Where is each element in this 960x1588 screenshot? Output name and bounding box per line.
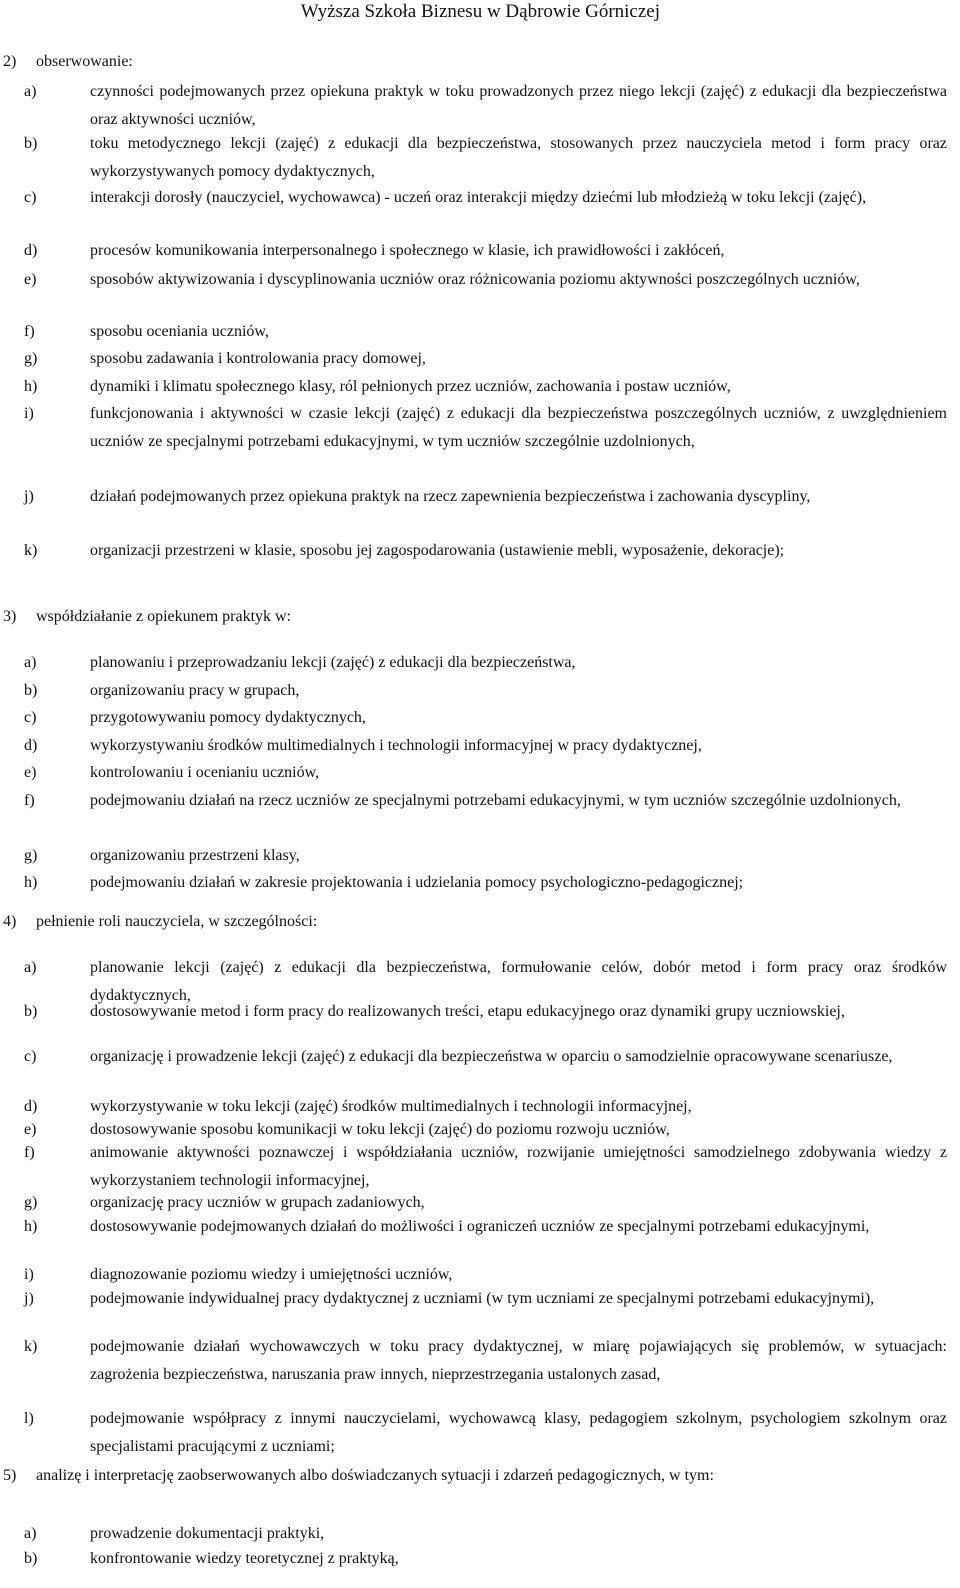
section-number: 5): [3, 1467, 17, 1484]
page-header: Wyższa Szkoła Biznesu w Dąbrowie Górniczej: [300, 1, 660, 22]
item-letter: e): [24, 1121, 37, 1138]
item-text: organizacji przestrzeni w klasie, sposobu jej zagospodarowania (ustawienie mebli, wyposażenie, dekoracje);: [90, 542, 785, 559]
item-letter: g): [24, 1194, 38, 1211]
item-text: organizację pracy uczniów w grupach zadaniowych,: [90, 1194, 425, 1211]
item-text: procesów komunikowania interpersonalnego i społecznego w klasie, ich prawidłowości i zakłóceń,: [90, 242, 725, 259]
section-title: współdziałanie z opiekunem praktyk w:: [36, 608, 292, 625]
section-title: pełnienie roli nauczyciela, w szczególności:: [36, 913, 318, 930]
item-letter: b): [24, 1003, 38, 1020]
item-text: sposobu oceniania uczniów,: [90, 323, 269, 340]
item-text: toku metodycznego lekcji (zajęć) z edukacji dla bezpieczeństwa, stosowanych przez nauczyciela metod i form pracy oraz wykorzystywanych pomocy dydaktycznych,: [90, 135, 947, 180]
item-letter: c): [24, 189, 37, 206]
item-letter: a): [24, 1525, 37, 1542]
item-text: planowaniu i przeprowadzaniu lekcji (zajęć) z edukacji dla bezpieczeństwa,: [90, 654, 576, 671]
item-letter: j): [24, 488, 34, 505]
item-text: dostosowywanie sposobu komunikacji w toku lekcji (zajęć) do poziomu rozwoju uczniów,: [90, 1121, 670, 1138]
item-text: czynności podejmowanych przez opiekuna praktyk w toku prowadzonych przez niego lekcji (zajęć) z edukacji dla bezpieczeństwa oraz aktywności uczniów,: [90, 83, 947, 128]
item-text: organizowaniu przestrzeni klasy,: [90, 847, 300, 864]
item-text: dostosowywanie metod i form pracy do realizowanych treści, etapu edukacyjnego oraz dynamiki grupy uczniowskiej,: [90, 1003, 845, 1020]
item-letter: f): [24, 323, 35, 340]
item-letter: c): [24, 1048, 37, 1065]
item-text: planowanie lekcji (zajęć) z edukacji dla bezpieczeństwa, formułowanie celów, dobór metod i form pracy oraz środków dydaktycznych,: [90, 959, 947, 1004]
item-letter: f): [24, 792, 35, 809]
item-letter: b): [24, 1550, 38, 1567]
item-text: wykorzystywanie w toku lekcji (zajęć) środków multimedialnych i technologii informacyjnej,: [90, 1098, 692, 1115]
item-letter: a): [24, 654, 37, 671]
item-letter: g): [24, 847, 38, 864]
item-letter: b): [24, 135, 38, 152]
item-letter: j): [24, 1290, 34, 1307]
item-text: kontrolowaniu i ocenianiu uczniów,: [90, 764, 320, 781]
item-text: dynamiki i klimatu społecznego klasy, ról pełnionych przez uczniów, zachowania i postaw uczniów,: [90, 378, 731, 395]
section-number: 3): [3, 608, 17, 625]
item-letter: b): [24, 682, 38, 699]
item-letter: c): [24, 709, 37, 726]
item-letter: f): [24, 1144, 35, 1161]
item-text: organizację i prowadzenie lekcji (zajęć) z edukacji dla bezpieczeństwa w oparciu o samodzielnie opracowywane scenariusze,: [90, 1048, 893, 1065]
item-letter: a): [24, 83, 37, 100]
item-text: sposobów aktywizowania i dyscyplinowania uczniów oraz różnicowania poziomu aktywności poszczególnych uczniów,: [90, 271, 860, 288]
item-text: konfrontowanie wiedzy teoretycznej z praktyką,: [90, 1550, 399, 1567]
item-text: działań podejmowanych przez opiekuna praktyk na rzecz zapewnienia bezpieczeństwa i zachowania dyscypliny,: [90, 488, 811, 505]
item-text: przygotowywaniu pomocy dydaktycznych,: [90, 709, 366, 726]
item-text: diagnozowanie poziomu wiedzy i umiejętności uczniów,: [90, 1266, 453, 1283]
item-text: sposobu zadawania i kontrolowania pracy domowej,: [90, 350, 426, 367]
item-text: podejmowanie działań wychowawczych w toku pracy dydaktycznej, w miarę pojawiających się problemów, w sytuacjach: zagrożenia bezpieczeństwa, naruszania praw innych, nieprzestrzegania ustalonych zasad,: [90, 1338, 947, 1383]
item-text: funkcjonowania i aktywności w czasie lekcji (zajęć) z edukacji dla bezpieczeństwa poszczególnych uczniów, z uwzględnieniem uczniów ze specjalnymi potrzebami edukacyjnymi, w tym uczniów szczególnie uzdolnionych,: [90, 405, 947, 450]
item-letter: d): [24, 242, 38, 259]
item-letter: k): [24, 542, 38, 559]
item-text: interakcji dorosły (nauczyciel, wychowawca) - uczeń oraz interakcji między dziećmi lub młodzieżą w toku lekcji (zajęć),: [90, 189, 867, 206]
item-text: animowanie aktywności poznawczej i współdziałania uczniów, rozwijanie umiejętności samodzielnego zdobywania wiedzy z wykorzystaniem technologii informacyjnej,: [90, 1144, 947, 1189]
item-text: podejmowanie współpracy z innymi nauczycielami, wychowawcą klasy, pedagogiem szkolnym, psychologiem szkolnym oraz specjalistami pracującymi z uczniami;: [90, 1410, 947, 1455]
item-text: podejmowaniu działań w zakresie projektowania i udzielania pomocy psychologiczno-pedagogicznej;: [90, 874, 744, 891]
item-letter: i): [24, 1266, 34, 1283]
item-letter: e): [24, 764, 37, 781]
item-text: organizowaniu pracy w grupach,: [90, 682, 300, 699]
item-text: prowadzenie dokumentacji praktyki,: [90, 1525, 325, 1542]
item-letter: k): [24, 1338, 38, 1355]
section-title: obserwowanie:: [36, 53, 133, 70]
section-title: analizę i interpretację zaobserwowanych albo doświadczanych sytuacji i zdarzeń pedagogicznych, w tym:: [36, 1467, 714, 1484]
item-letter: a): [24, 959, 37, 976]
item-letter: i): [24, 405, 34, 422]
item-letter: l): [24, 1410, 34, 1427]
section-number: 2): [3, 53, 17, 70]
item-letter: g): [24, 350, 38, 367]
item-letter: d): [24, 737, 38, 754]
item-letter: d): [24, 1098, 38, 1115]
item-letter: e): [24, 271, 37, 288]
item-letter: h): [24, 1218, 38, 1235]
item-text: podejmowaniu działań na rzecz uczniów ze specjalnymi potrzebami edukacyjnymi, w tym uczniów szczególnie uzdolnionych,: [90, 792, 901, 809]
item-letter: h): [24, 378, 38, 395]
item-text: wykorzystywaniu środków multimedialnych i technologii informacyjnej w pracy dydaktycznej,: [90, 737, 702, 754]
item-letter: h): [24, 874, 38, 891]
item-text: podejmowanie indywidualnej pracy dydaktycznej z uczniami (w tym uczniami ze specjalnymi potrzebami edukacyjnymi),: [90, 1290, 875, 1307]
section-number: 4): [3, 913, 17, 930]
item-text: dostosowywanie podejmowanych działań do możliwości i ograniczeń uczniów ze specjalnymi potrzebami edukacyjnymi,: [90, 1218, 870, 1235]
